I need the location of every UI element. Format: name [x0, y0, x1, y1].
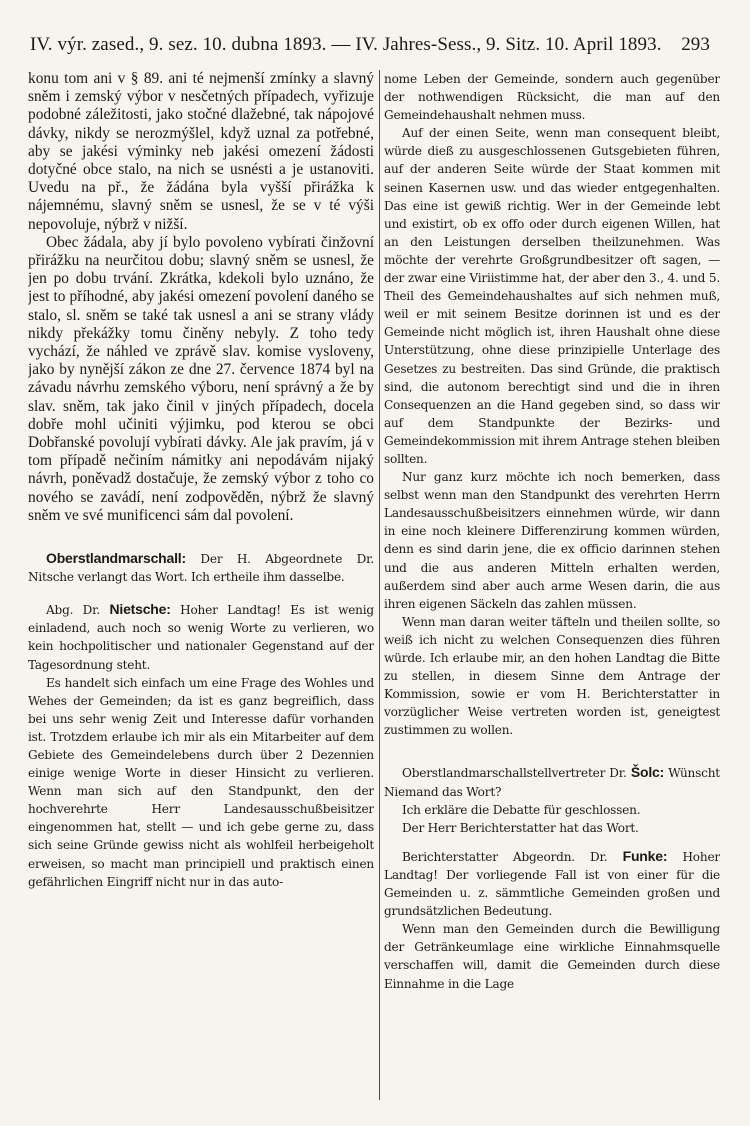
speech-text: Wünscht Niemand das Wort?: [384, 766, 720, 799]
speaker-name: Nietsche:: [109, 601, 171, 618]
paragraph: konu tom ani v § 89. ani té nejmenší zmínky a slavný sněm i zemský výbor v nesčetných případech, vyřizuje podobné záležitosti, jako stočné dlažebné, tak nápojové dávky, nikdy se nerozmýšlel, když uznal za potřebné, aby se jakési výminky neb jakési omezení žádosti dotyčné obce stalo, na nich se usnésti a je ustanoviti. Uvedu na př., že žádána byla vyšší přirážka k nájemnému, slavný sněm se usnesl, že se v té výši nepovoluje, nýbrž v nižší.: [28, 70, 374, 233]
column-divider: [379, 70, 380, 1100]
paragraph: Es handelt sich einfach um eine Frage des Wohles und Wehes der Gemeinden; da ist es ganz begreiflich, dass bei uns sehr wenig Zeit und Interesse dafür vorhanden ist. Trotzdem erlaube ich mir als ein Mitarbeiter auf dem Gebiete des Gemeindelebens durch über 2 Dezennien einige wenige Worte in dieser Hinsicht zu verlieren. Wenn man sich auf den Standpunkt, den der hochverehrte Herr Landesausschußbeisitzer eingenommen hat, stellt — und ich gebe gerne zu, dass sich seine Gründe gewiss nicht als wohlfeil herbeigeholt erweisen, so macht man principiell und praktisch einen gefährlichen Eingriff nicht nur in das auto-: [28, 675, 374, 889]
paragraph: Nur ganz kurz möchte ich noch bemerken, dass selbst wenn man den Standpunkt des verehrten Herrn Landesausschußbeisitzers einnehmen würde, wir dann in eine noch kleinere Differenzirung kommen würden, denn es sind darin jene, die ex officio darinnen stehen und die aus anderen Mitteln erhalten werden, außerdem sind aber auch arme Wesen darin, die aus ihren eigenen Säckeln das zahlen müssen.: [384, 470, 720, 611]
speaker-name: Oberstlandmarschall:: [46, 550, 186, 567]
speaker-title: Abg. Dr.: [46, 603, 101, 618]
paragraph: Ich erkläre die Debatte für geschlossen.: [402, 802, 641, 817]
right-column: [384, 70, 720, 1106]
paragraph: Wenn man den Gemeinden durch die Bewilligung der Getränkeumlage eine wirkliche Einnahmsquelle verschaffen will, damit die Gemeinden durch diese Einnahme in die Lage: [384, 922, 720, 991]
speech-text: Hoher Landtag! Es ist wenig einladend, auch noch so wenig Worte zu verlieren, wo kein hochpolitischer und nationaler Gegenstand auf der Tagesordnung steht.: [28, 603, 374, 672]
speaker-name: Funke:: [622, 847, 668, 864]
speaker-title: Berichterstatter Abgeordn. Dr.: [402, 849, 608, 864]
page-number: 293: [681, 34, 710, 55]
speaker-name: Šolc:: [630, 764, 665, 781]
paragraph: nome Leben der Gemeinde, sondern auch gegenüber der nothwendigen Rücksicht, die man auf den Gemeindehaushalt nehmen muss.: [384, 72, 720, 123]
paragraph: [28, 549, 374, 586]
paragraph: Auf der einen Seite, wenn man consequent bleibt, würde dieß zu ausgeschlossenen Gutsgebieten führen, auf der anderen Seite würde der Staat kommen mit seinen Kasernen usw. und das wieder entgegenhalten. Das eine ist gewiß richtig. Wer in der Gemeinde lebt und existirt, ob ex offo oder durch eigenen Willen, hat an den Leistungen derselben theilzunehmen. Was möchte der verehrte Großgrundbesitzer oft sagen, — der zwar eine Viriistimme hat, der aber den 3., 4. und 5. Theil des Gemeindehaushaltes auf sich nehmen muß, weil er mit seinem Besitze dorinnen ist und es der Gemeinde nicht möglich ist, ihren Haushalt ohne diese Unterstützung, ohne diese prinzipielle Unterlage des Gesetzes zu bestreiten. Das sind Gründe, die praktisch sind, die autonom berechtigt sind und die in ihren Consequenzen an die Hand gegeben sind, so dass wir auf dem Standpunkte der Bezirks- und Gemeindekommission mit ihrem Antrage stehen bleiben sollten.: [384, 126, 720, 466]
speaker-title: Oberstlandmarschallstellvertreter Dr.: [402, 766, 627, 781]
paragraph: Wenn man daran weiter täfteln und theilen sollte, so weiß ich nicht zu welchen Consequenzen dies führen würde. Ich erlaube mir, an den hohen Landtag die Bitte zu stellen, in diesem Sinne dem Antrage der Kommission, sowie er vom H. Berichterstatter in vorzüglicher Weise vertreten worden ist, geneigtest zustimmen zu wollen.: [384, 614, 720, 738]
left-column: [28, 70, 374, 1106]
speech-text: Hoher Landtag! Der vorliegende Fall ist von einer für die Gemeinden u. z. sämmtliche Gemeinden großen und grundsätzlichen Bedeutung.: [384, 849, 720, 919]
speech-text: Der H. Abgeordnete Dr. Nitsche verlangt das Wort. Ich ertheile ihm dasselbe.: [28, 552, 374, 585]
paragraph: [384, 847, 720, 920]
paragraph: [28, 600, 374, 673]
paragraph: [384, 763, 720, 800]
paragraph: Der Herr Berichterstatter hat das Wort.: [402, 820, 639, 835]
running-head: IV. výr. zased., 9. sez. 10. dubna 1893. — IV. Jahres-Sess., 9. Sitz. 10. April 1893.: [30, 34, 662, 55]
page-header: [30, 34, 710, 60]
paragraph: Obec žádala, aby jí bylo povoleno vybírati činžovní přirážku na neurčitou dobu; slavný sněm se usnesl, že jen po dobu trvání. Zkrátka, kdekoli bylo uznáno, že jest to příhodné, aby jakési omezení povolení daného se stalo, sl. sněm se také tak usnesl a ani se strany vlády nikdy překážky tomu činěny nebyly. Z toho tedy vychází, že náhled ve zprávě slav. komise vysloveny, jako by nynější zákon ze dne 27. července 1874 byl na závadu návrhu zemského výboru, není správný a že by slav. sněm, tak jako činil v jiných případech, docela dobře mohl učiniti výjimku, pod kterou se obci Dobřanské povolují vybírati dávky. Ale jak pravím, já v tom případě nečiním námitky ani nepodávám nijaký návrh, poněvadž dostačuje, že zemský výbor z toho co nového se zavádí, není zodpověděn, nýbrž že slavný sněm ve své munificenci sám dal povolení.: [28, 233, 374, 524]
